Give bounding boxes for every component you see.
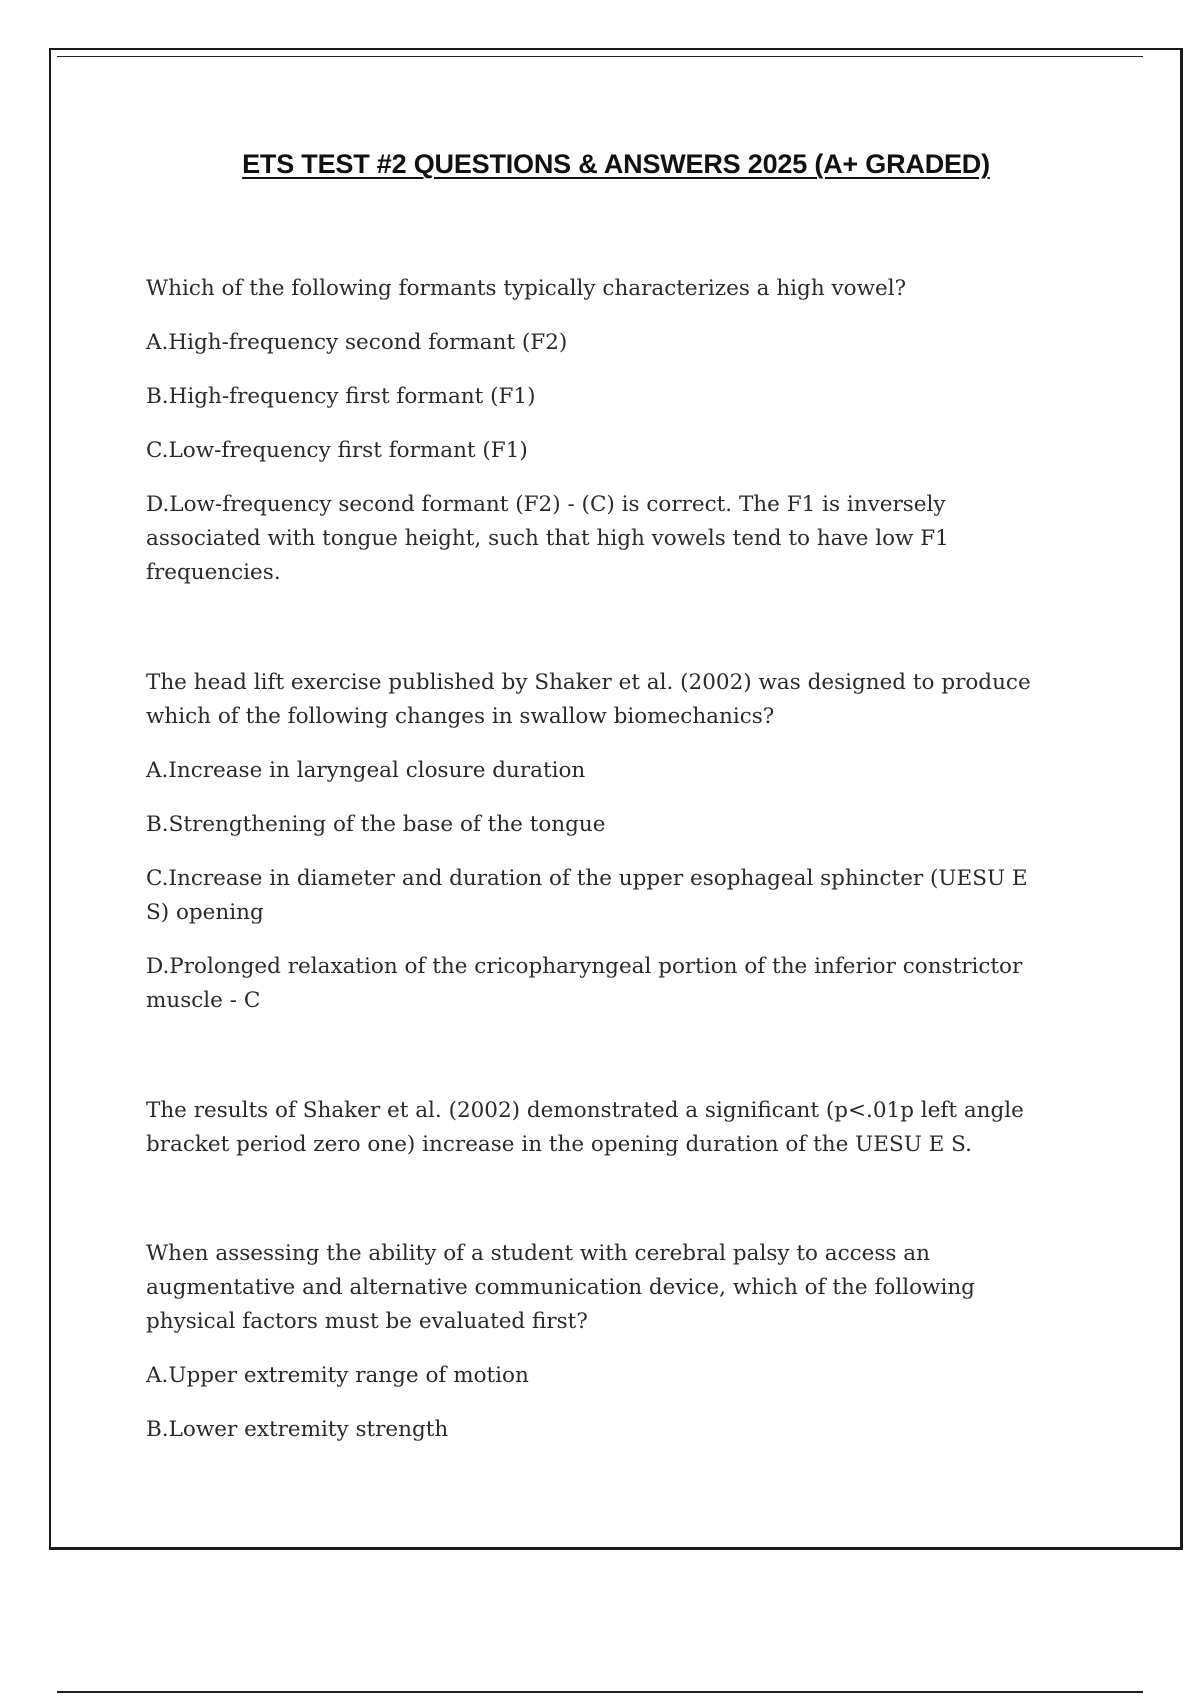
q2-stem-line1: The head lift exercise published by Shaker et al. (2002) was designed to produce [146, 670, 1031, 695]
q2-option-d-line2: muscle - C [146, 988, 261, 1013]
q1-option-d-line3: frequencies. [146, 560, 281, 585]
q2-stem-line2: which of the following changes in swallow biomechanics? [146, 704, 775, 729]
q2-option-a: A.Increase in laryngeal closure duration [146, 758, 586, 783]
q3-stem-line3: physical factors must be evaluated first? [146, 1309, 588, 1334]
q2-option-d-line1: D.Prolonged relaxation of the cricopharyngeal portion of the inferior constrictor [146, 954, 1023, 979]
q3-option-b: B.Lower extremity strength [146, 1417, 449, 1442]
bottom-rule [57, 1691, 1143, 1693]
q1-option-c: C.Low-frequency first formant (F1) [146, 438, 528, 463]
note-line1: The results of Shaker et al. (2002) demonstrated a significant (p<.01p left angle [146, 1098, 1024, 1123]
q2-option-c-line1: C.Increase in diameter and duration of the upper esophageal sphincter (UESU E [146, 866, 1028, 891]
note-line2: bracket period zero one) increase in the opening duration of the UESU E S. [146, 1132, 972, 1157]
q2-option-c-line2: S) opening [146, 900, 264, 925]
q3-stem-line2: augmentative and alternative communication device, which of the following [146, 1275, 975, 1300]
q2-option-b: B.Strengthening of the base of the tongue [146, 812, 606, 837]
q3-stem-line1: When assessing the ability of a student with cerebral palsy to access an [146, 1241, 930, 1266]
q1-option-d-line1: D.Low-frequency second formant (F2) - (C) is correct. The F1 is inversely [146, 492, 946, 517]
q1-option-b: B.High-frequency first formant (F1) [146, 384, 536, 409]
q3-option-a: A.Upper extremity range of motion [146, 1363, 529, 1388]
document-title: ETS TEST #2 QUESTIONS & ANSWERS 2025 (A+ GRADED) [242, 149, 990, 179]
q1-stem: Which of the following formants typically characterizes a high vowel? [146, 276, 907, 301]
q1-option-d-line2: associated with tongue height, such that high vowels tend to have low F1 [146, 526, 949, 551]
q1-option-a: A.High-frequency second formant (F2) [146, 330, 568, 355]
